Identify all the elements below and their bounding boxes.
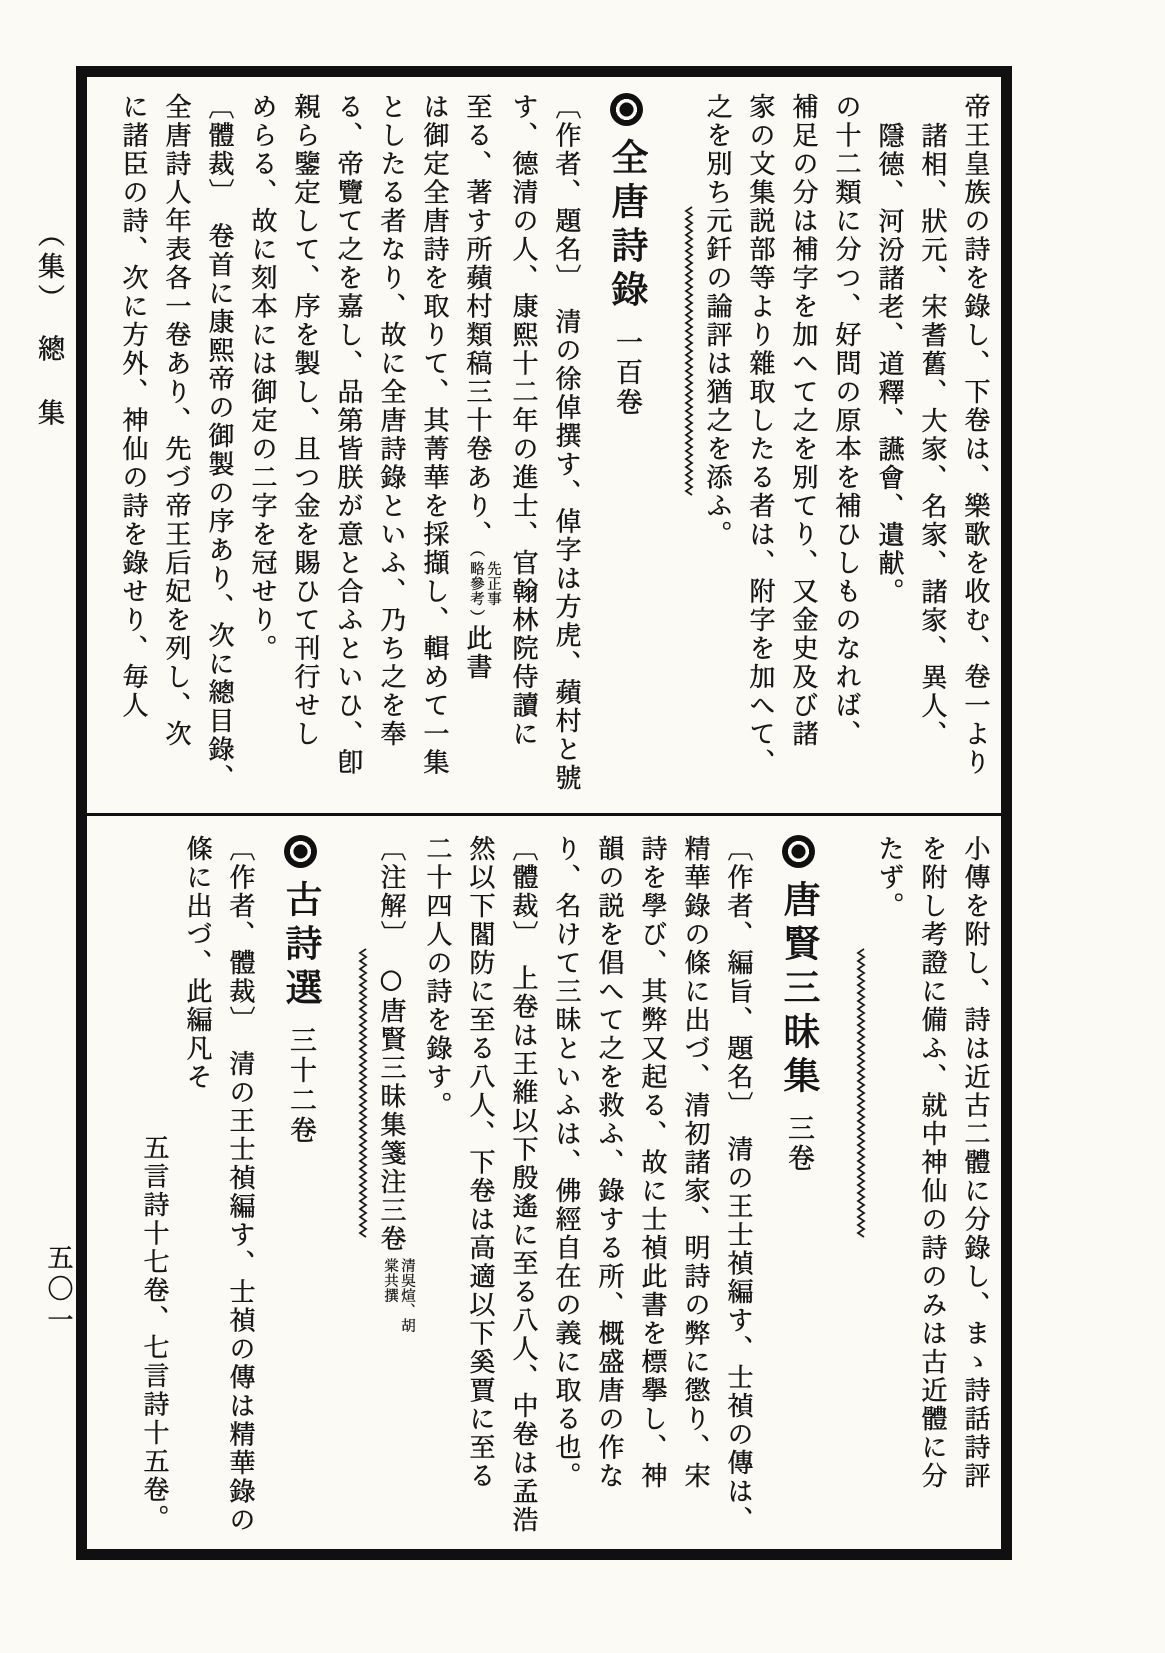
column-text-before: 至る、著す所蘋村類稿三十卷あり、: [462, 93, 492, 549]
text-column: 小傳を附し、詩は近古二體に分錄し、まゝ詩話詩評: [960, 835, 990, 1491]
text-column: たず。: [874, 835, 904, 921]
text-column: 〔作者、編旨、題名〕 清の王士禎編す、士禎の傳は、: [723, 835, 753, 1535]
text-column: の十二類に分つ、好問の原本を補ひしものなれば、: [831, 93, 861, 749]
text-column: 〔作者、題名〕 清の徐倬撰す、倬字は方虎、蘋村と號: [551, 93, 581, 793]
text-column: 〔體裁〕 上卷は王維以下殷遙に至る八人、中卷は孟浩: [508, 835, 538, 1535]
top-section: [111, 93, 996, 807]
wavy-line: [683, 205, 695, 501]
wavy-line: [357, 947, 369, 1243]
text-column: 全唐詩人年表各一卷あり、先づ帝王后妃を列し、次: [161, 93, 191, 749]
inline-note-line: 清吳煊、胡: [399, 1257, 415, 1333]
text-column: に諸臣の詩、次に方外、神仙の詩を錄せり、毎人: [118, 93, 148, 720]
text-column: 五言詩十七卷、七言詩十五卷。: [139, 1134, 169, 1534]
inline-note-line: 先正事: [485, 560, 501, 606]
column-text-before: 〔注解〕 ○唐賢三昧集箋注三卷: [376, 835, 406, 1254]
inline-note-open-paren: （: [468, 549, 486, 557]
bullseye-icon: [782, 835, 815, 868]
inline-note-line: 略參考: [468, 560, 484, 606]
entry-title: 唐賢三昧集: [777, 880, 820, 1100]
inline-two-line-note: [467, 561, 501, 606]
text-column: めらる、故に刻本には御定の二字を冠せり。: [247, 93, 277, 663]
entry-heading: [271, 835, 329, 1543]
text-column: 隱德、河汾諸老、道釋、讌會、遺献。: [874, 121, 904, 606]
entry-volume-count: 一百卷: [611, 328, 642, 418]
margin-category-label: （集） 總 集: [33, 220, 64, 431]
text-column: 〔體裁〕 卷首に康熙帝の御製の序あり、次に總目錄、: [204, 93, 234, 793]
text-column: は御定全唐詩を取りて、其菁華を採擷し、輯めて一集: [419, 93, 449, 777]
wavy-section-divider: [341, 835, 369, 1543]
text-column: 精華錄の條に出づ、清初諸家、明詩の弊に懲り、宋: [680, 835, 710, 1491]
text-column: 之を別ち元釺の論評は猶之を添ふ。: [702, 93, 732, 549]
section-divider-line: [87, 813, 1001, 816]
bullseye-icon: [610, 93, 643, 126]
text-column: す、德清の人、康熙十二年の進士、官翰林院侍讀に: [508, 93, 538, 749]
inline-two-line-note: [381, 1258, 415, 1333]
inline-note-line: 棠共撰: [382, 1257, 398, 1303]
wavy-line: [855, 947, 867, 1243]
entry-title: 全唐詩錄: [605, 138, 648, 314]
entry-title: 古詩選: [279, 880, 322, 1012]
text-column: る、帝覽て之を嘉し、品第皆朕が意と合ふといひ、卽: [333, 93, 363, 777]
text-column: 帝王皇族の詩を錄し、下卷は、樂歌を收む、卷一より: [960, 93, 990, 777]
text-column: 二十四人の詩を錄す。: [422, 835, 452, 1120]
inline-note-close-paren: ）: [468, 609, 486, 625]
text-column: 補足の分は補字を加へて之を別てり、又金史及び諸: [788, 93, 818, 749]
text-column: 〔作者、體裁〕 清の王士禎編す、士禎の傳は精華錄の: [225, 835, 255, 1535]
text-column-with-note: [369, 835, 415, 1543]
text-column: 韻の説を倡へて之を救ふ、錄する所、概盛唐の作な: [594, 835, 624, 1491]
column-text-after: 此書: [462, 624, 492, 682]
text-column: 家の文集説部等より雜取したる者は、附字を加へて、: [745, 93, 775, 777]
entry-heading: [769, 835, 827, 1543]
entry-volume-count: 三十二卷: [285, 1026, 316, 1146]
wavy-section-divider: [667, 93, 695, 807]
bullseye-icon: [284, 835, 317, 868]
text-column: 然以下閻防に至る八人、下卷は高適以下奚賈に至る: [465, 835, 495, 1491]
text-column: 諸相、狀元、宋耆舊、大家、名家、諸家、異人、: [917, 121, 947, 749]
text-column: 詩を學び、其弊又起る、故に士禎此書を標擧し、神: [637, 835, 667, 1491]
entry-heading: [597, 93, 655, 807]
entry-volume-count: 三卷: [783, 1114, 814, 1174]
text-column: としたる者なり、故に全唐詩錄といふ、乃ち之を奉: [376, 93, 406, 749]
text-column: を附し考證に備ふ、就中神仙の詩のみは古近體に分: [917, 835, 947, 1491]
bottom-section: [132, 835, 996, 1543]
page-number: 五〇一: [43, 1244, 73, 1337]
text-column: 條に出づ、此編凡そ: [182, 835, 212, 1092]
text-column-with-note: [455, 93, 501, 807]
text-column: 親ら鑒定して、序を製し、且つ金を賜ひて刊行せし: [290, 93, 320, 749]
text-column: り、名けて三昧といふは、佛經自在の義に取る也。: [551, 835, 581, 1491]
wavy-section-divider: [839, 835, 867, 1543]
page-frame-border: [76, 66, 1012, 1560]
